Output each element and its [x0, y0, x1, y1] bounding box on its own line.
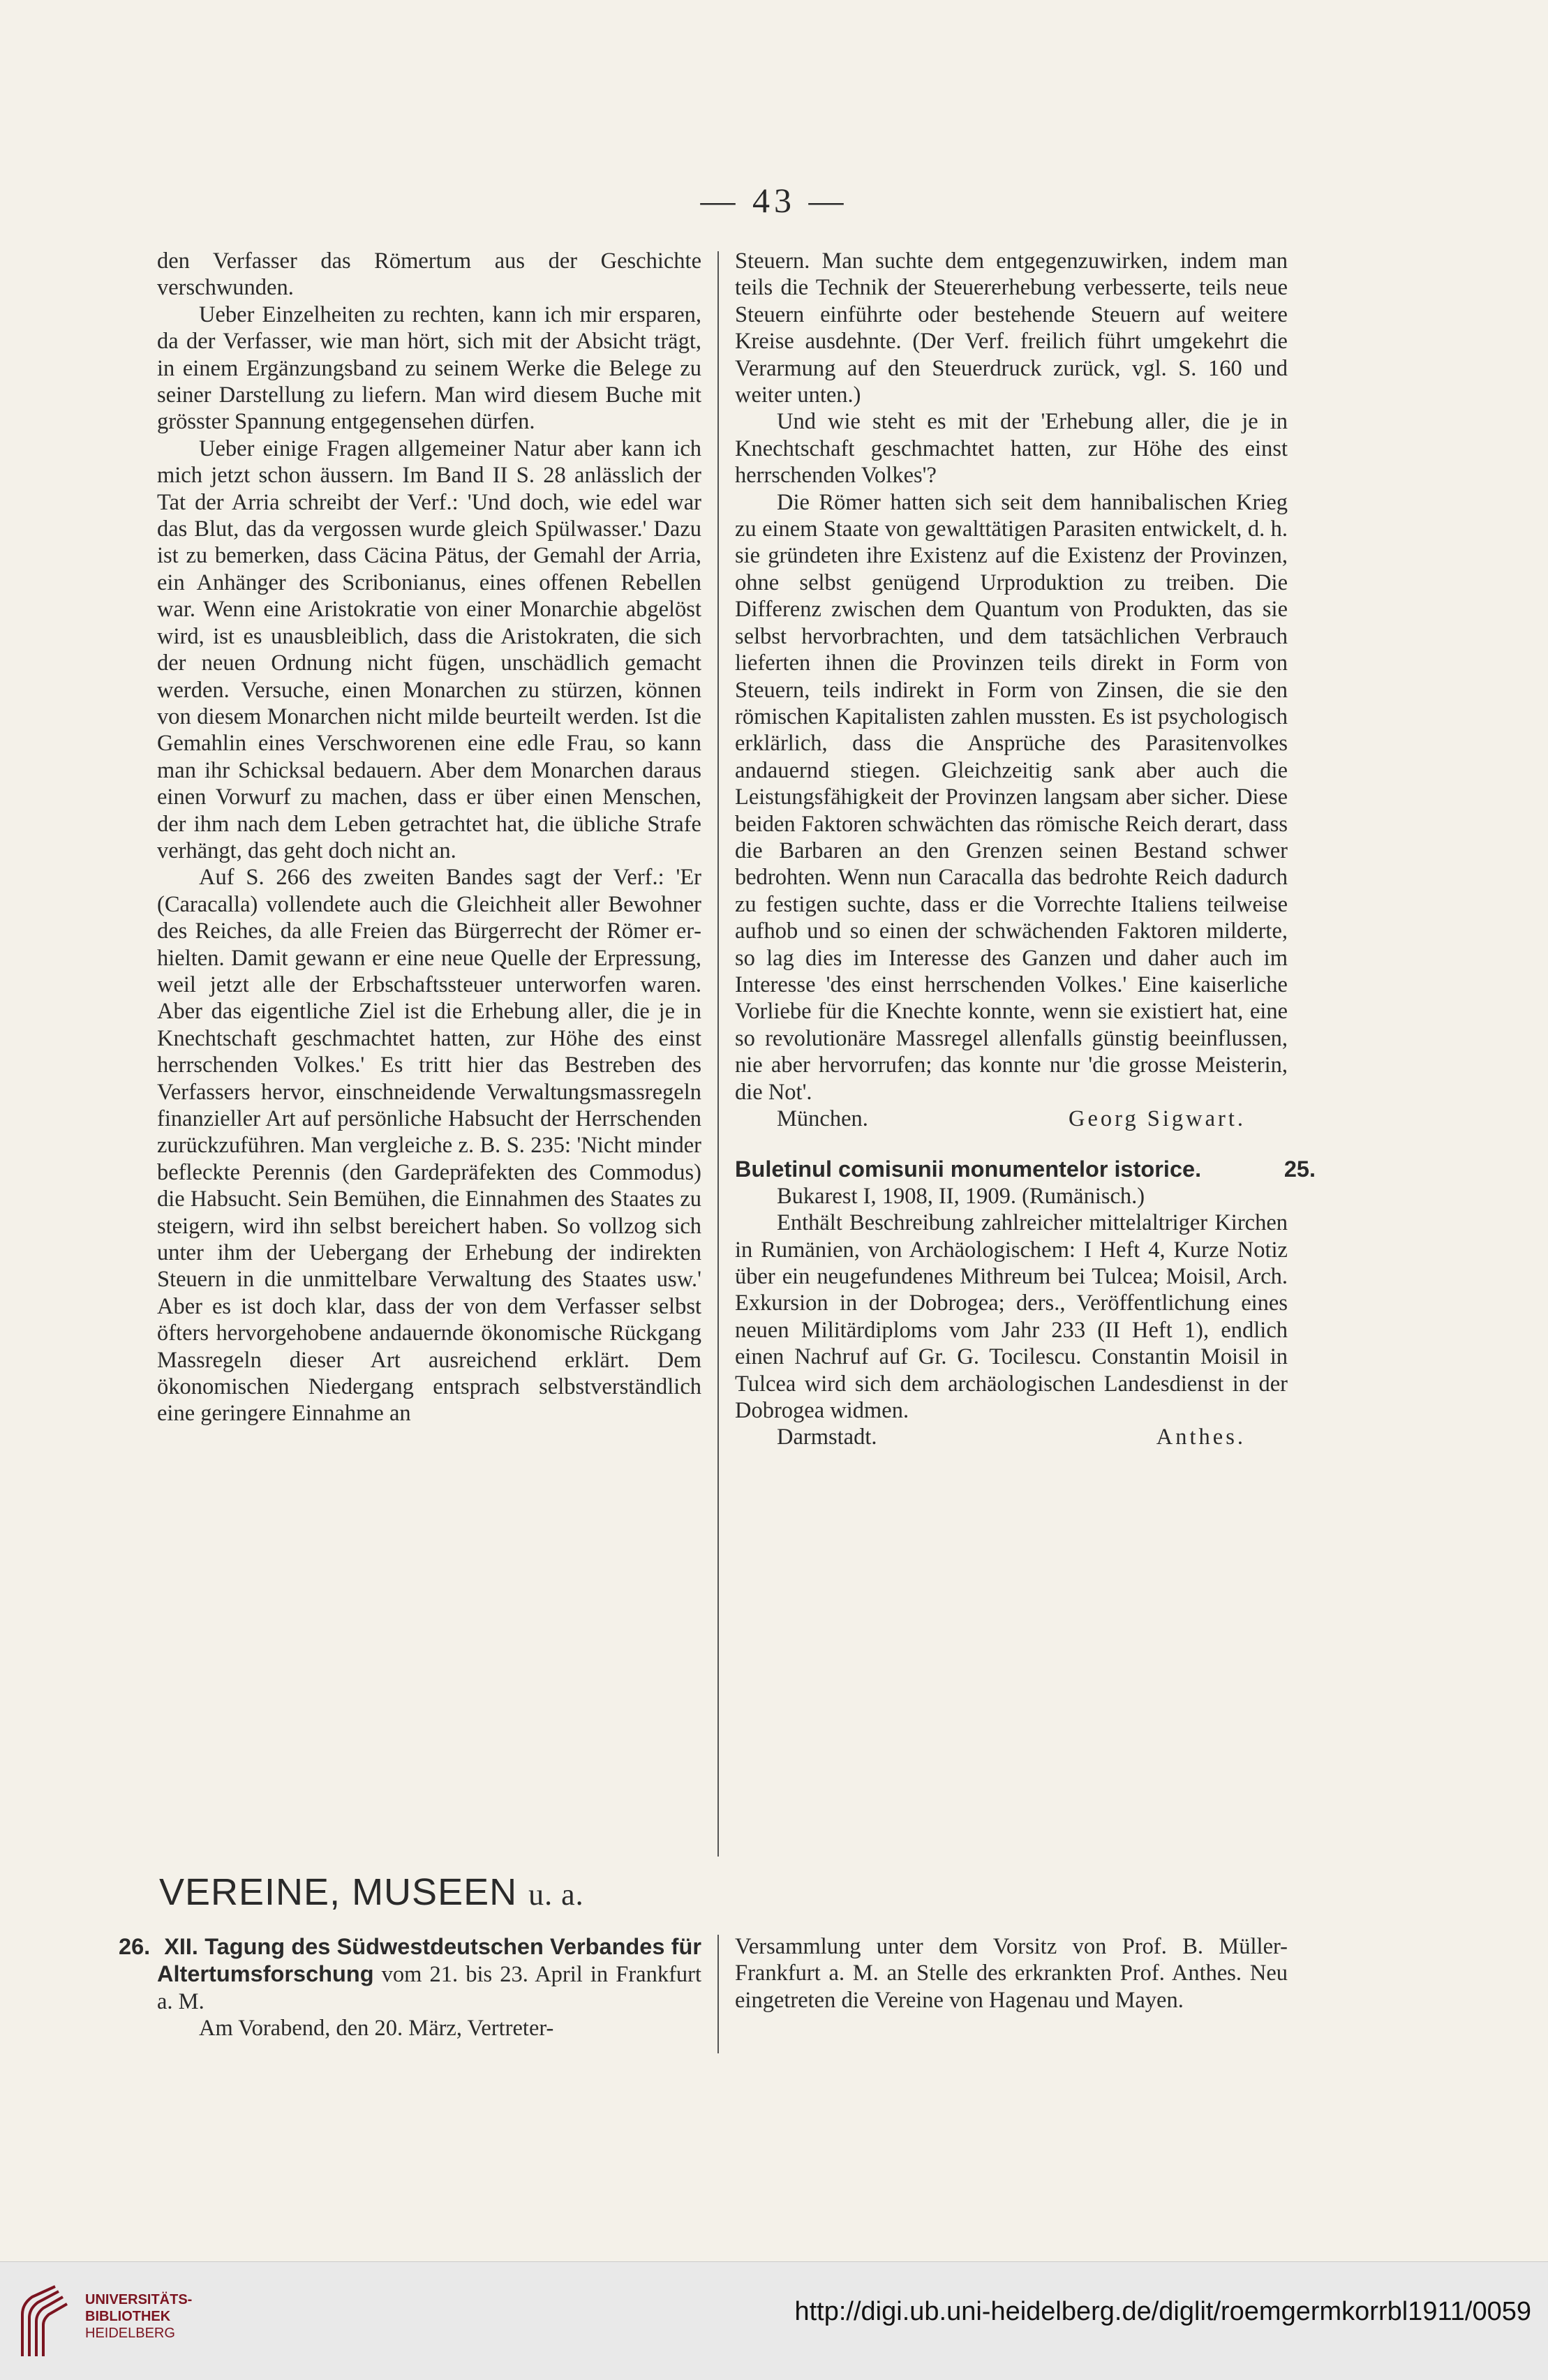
entry: [119, 1933, 702, 2015]
column-divider: [717, 251, 719, 1857]
signature-line: [735, 1106, 1288, 1132]
paragraph: Ueber einige Fragen allgemeiner Natur aber kann ich mich jetzt schon äussern. Im Band II S. 28 anlässlich der Tat der Arria schreibt der Verf.: 'Und doch, wie edel war das Blut, das da vergossen wurde gleich Spülwasser.' Dazu ist zu bemerken, dass Cäcina Pätus, der Gemahl der Arria, ein Anhänger des Scribonianus, eines offenen Rebellen war. Wenn eine Aristokratie von einer Monarchie abgelöst wird, ist es unausbleiblich, dass die Aristokraten, die sich der neuen Ordnung nicht fügen, unschädlich gemacht werden. Versuche, einen Monarchen zu stürzen, können von diesem Monarchen nicht milde beurteilt werden. Ist die Gemahlin eines Verschworenen eine edle Frau, so kann man ihr Schicksal bedauern. Aber dem Monarchen daraus einen Vorwurf zu machen, dass er über einen Menschen, der ihm nach dem Leben getrachtet hat, die übliche Strafe verhängt, das geht doch nicht an.: [157, 436, 701, 863]
page-number: — 43 —: [700, 181, 848, 220]
signature-line: [735, 1424, 1288, 1450]
section-heading-suffix: u. a.: [528, 1877, 584, 1912]
column-divider: [717, 1935, 719, 2053]
section-heading-title: VEREINE, MUSEEN: [159, 1871, 518, 1913]
entry-number: 26.: [119, 1934, 151, 1959]
paragraph: Auf S. 266 des zweiten Bandes sagt der Verf.: 'Er (Caracalla) vollendete auch die Gleichheit aller Bewohner des Reiches, da alle Freien das Bürgerrecht der Römer erhielten. Damit gewann er eine neue Quelle der Erpressung, weil jetzt alle der Erbschaftssteuer unterworfen waren. Aber das eigentliche Ziel ist die Erhebung aller, die je in Knechtschaft geschmachtet hatten, zur Höhe des einst herrschenden Volkes.' Es tritt hier das Bestreben des Verfassers hervor, einschneidende Verwaltungsmassregeln finanzieller Art auf persönliche Habsucht der Herrschenden zurückzuführen. Man vergleiche z. B. S. 235: 'Nicht minder befleckte Perennis (den Gardepräfekten des Commodus) die Habsucht. Sein Bemühen, die Einnahmen des Staates zu steigern, wird ihn selbst bereichert haben. So vollzog sich unter ihm der Uebergang der Erhebung der indirekten Steuern in die unmittelbare Verwaltung des Staates usw.' Aber es ist doch klar, dass der von dem Verfasser selbst öfters hervorgehobene andauernde ökonomische Rückgang Massregeln dieser Art ausreichend erklärt. Dem ökonomischen Niedergang entsprach selbstverständlich eine geringere Einnahme an: [157, 865, 701, 1427]
paragraph: den Verfasser das Römertum aus der Geschichte verschwunden.: [157, 248, 701, 301]
entry-title: XII. Tagung des Südwestdeutschen Verbandes für Altertumsforschung: [157, 1934, 701, 1987]
signature-place: Darmstadt.: [777, 1425, 877, 1450]
source-url-link[interactable]: http://digi.ub.uni-heidelberg.de/diglit/roemgermkorrbl1911/0059: [794, 2297, 1531, 2326]
logo-line: HEIDELBERG: [85, 2326, 175, 2341]
entry-heading: [735, 1156, 1316, 1182]
signature-author: Georg Sigwart.: [1069, 1106, 1246, 1131]
library-logo-icon: [17, 2283, 73, 2363]
paragraph: Ueber Einzelheiten zu rechten, kann ich mir ersparen, da der Verfasser, wie man hört, sich mit der Absicht trägt, in einem Ergänzungsband zu seinem Werke die Belege zu seiner Darstellung zu liefern. Man wird diesem Buche mit grösster Spannung entgegensehen dürfen.: [157, 302, 701, 435]
entry-text: vom 21. bis 23. April in Frankfurt a. M.: [157, 1962, 702, 2014]
paragraph: Am Vorabend, den 20. März, Vertreter-: [199, 2016, 554, 2041]
signature-author: Anthes.: [1156, 1425, 1246, 1450]
footer-bar: [0, 2261, 1548, 2380]
paragraph: Und wie steht es mit der 'Erhebung aller, die je in Knechtschaft geschmachtet hatten, zur Höhe des einst herrschenden Volkes'?: [735, 409, 1288, 489]
logo-line: BIBLIOTHEK: [85, 2309, 171, 2324]
paragraph: Versammlung unter dem Vorsitz von Prof. B. Müller-Frankfurt a. M. an Stelle des erkrankten Prof. Anthes. Neu eingetreten die Vereine von Hagenau und Mayen.: [735, 1934, 1288, 2013]
column-left: [157, 248, 701, 1427]
column-right-bottom: [735, 1933, 1288, 2014]
paragraph: Enthält Beschreibung zahlreicher mittelaltriger Kirchen in Rumänien, von Archäologischem: I Heft 4, Kurze Notiz über ein neugefundenes Mithreum bei Tulcea; Moisil, Arch. Exkursion in der Dobrogea; ders., Veröffentlichung eines neuen Militärdiploms vom Jahr 233 (II Heft 1), endlich einen Nachruf auf Gr. G. Tocilescu. Constantin Moisil in Tulcea wird sich dem archäologischen Landesdienst in der Dobrogea widmen.: [735, 1210, 1288, 1424]
entry-title: Buletinul comisunii monumentelor istorice.: [735, 1156, 1202, 1182]
logo-line: UNIVERSITÄTS-: [85, 2292, 193, 2307]
paragraph: Steuern. Man suchte dem entgegenzuwirken, indem man teils die Technik der Steuererhebung verbesserte, teils neue Steuern einführte oder bestehende Steuern auf weitere Kreise ausdehnte. (Der Verf. freilich führt umgekehrt die Verarmung auf den Steuerdruck zurück, vgl. S. 160 und weiter unten.): [735, 248, 1288, 408]
column-right: [735, 248, 1316, 1451]
column-left-bottom: [119, 1933, 702, 2042]
entry-number: 25.: [1283, 1156, 1316, 1182]
section-heading: [159, 1870, 584, 1914]
paragraph: Die Römer hatten sich seit dem hannibalischen Krieg zu einem Staate von gewalttätigen Parasiten entwickelt, d. h. sie gründeten ihre Existenz auf die Existenz der Provinzen, ohne selbst genügend Urproduktion zu treiben. Die Differenz zwischen dem Quantum von Produkten, das sie selbst hervorbrachten, und dem tatsächlichen Verbrauch lieferten ihnen die Provinzen teils direkt in Form von Steuern, teils indirekt in Form von Zinsen, die sie den römischen Kapitalisten zahlen mussten. Es ist psychologisch erklärlich, dass die Ansprüche des Parasitenvolkes andauernd stiegen. Gleichzeitig sank aber auch die Leistungsfähigkeit der Provinzen langsam aber sicher. Diese beiden Faktoren schwächten das römische Reich derart, dass die Barbaren an den Grenzen seinen Bestand schwer bedrohten. Wenn nun Caracalla das bedrohte Reich dadurch zu festigen suchte, dass er die Vorrechte Italiens teilweise aufhob und so einen der schwächenden Faktoren milderte, so lag dies im Interesse des Ganzen und daher auch im Interesse 'des einst herrschenden Volkes.' Eine kaiserliche Vorliebe für die Knechte konnte, wenn sie existiert hat, eine so revolutionäre Massregel allenfalls günstig beeinflussen, nie aber hervorrufen; das konnte nur 'die grosse Meisterin, die Not'.: [735, 489, 1288, 1105]
entry-subtitle: Bukarest I, 1908, II, 1909. (Rumänisch.): [777, 1183, 1145, 1209]
signature-place: München.: [777, 1106, 868, 1131]
library-logo-text: [85, 2291, 192, 2342]
